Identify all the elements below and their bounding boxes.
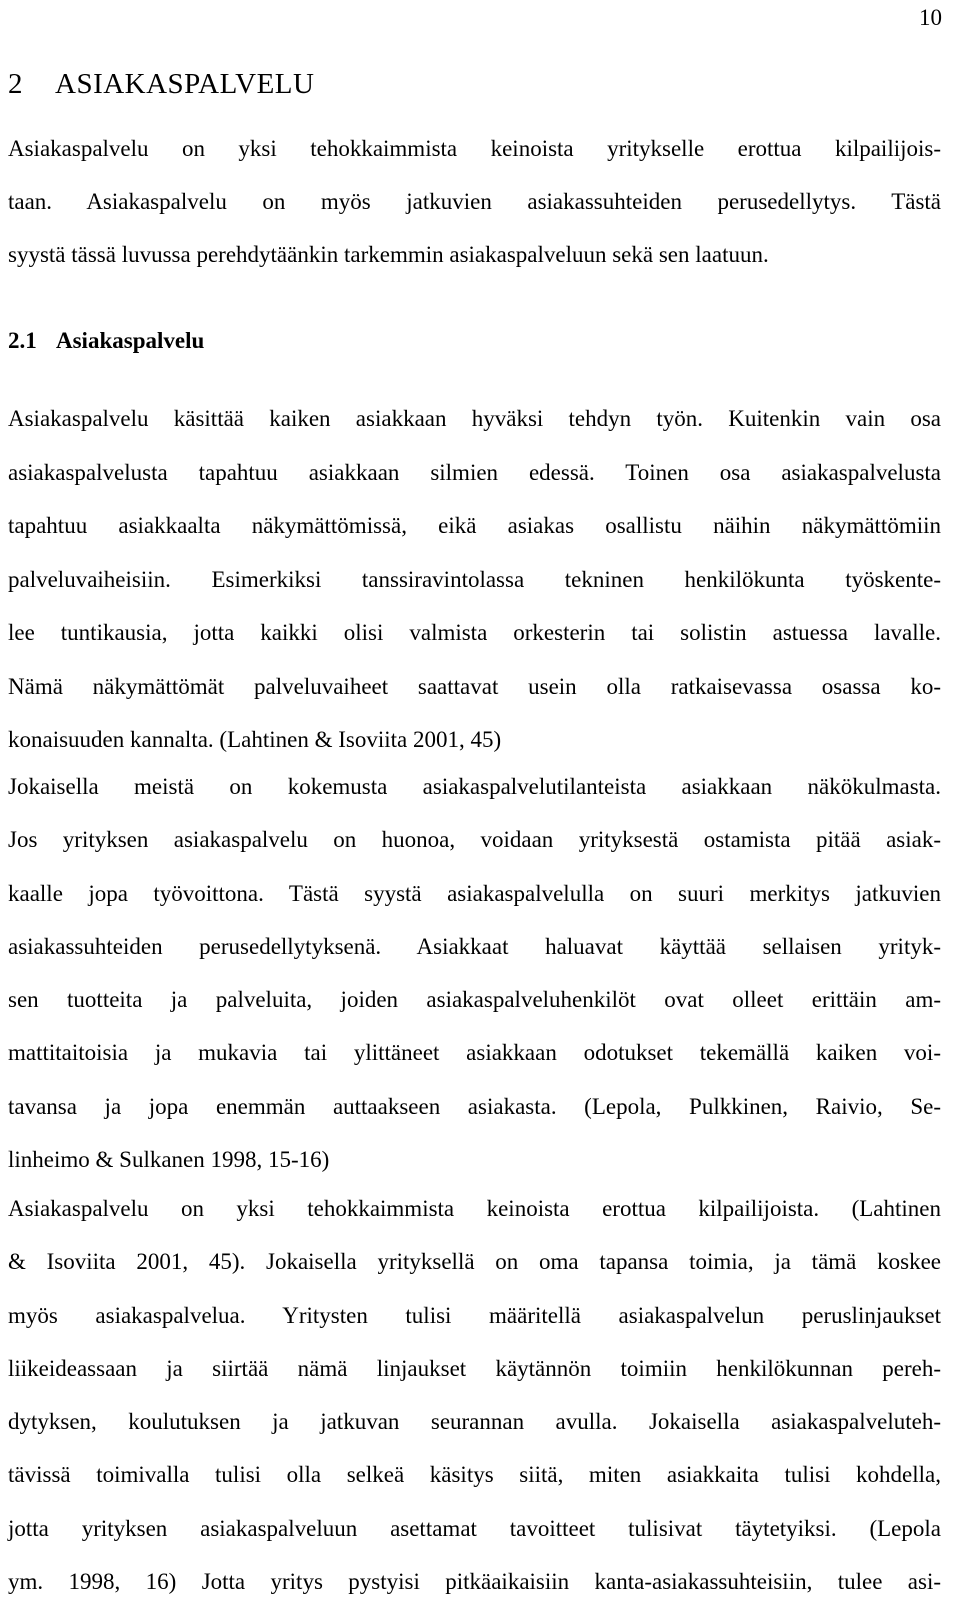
body-paragraph	[8, 1182, 941, 1608]
paragraph-line: lee tuntikausia, jotta kaikki olisi valmista orkesterin tai solistin astuessa lavalle.	[8, 620, 941, 645]
paragraph-line: myös asiakaspalvelua. Yritysten tulisi määritellä asiakaspalvelun peruslinjaukset	[8, 1302, 941, 1328]
section-heading	[8, 324, 204, 358]
section-title: Asiakaspalvelu	[56, 328, 205, 353]
paragraph-line: tavansa ja jopa enemmän auttaakseen asiakasta. (Lepola, Pulkkinen, Raivio, Se-	[8, 1093, 941, 1119]
paragraph-line: kaalle jopa työvoittona. Tästä syystä asiakaspalvelulla on suuri merkitys jatkuvien	[8, 880, 941, 906]
paragraph-line: ym. 1998, 16) Jotta yritys pystyisi pitkäaikaisiin kanta-asiakassuhteisiin, tulee asi-	[8, 1569, 941, 1595]
chapter-number: 2	[8, 68, 23, 100]
paragraph-line: Jokaisella meistä on kokemusta asiakaspalvelutilanteista asiakkaan näkökulmasta.	[8, 774, 941, 799]
chapter-heading	[8, 64, 314, 104]
paragraph-line: sen tuotteita ja palveluita, joiden asiakaspalveluhenkilöt ovat olleet erittäin am-	[8, 987, 941, 1013]
paragraph-line: Asiakaspalvelu on yksi tehokkaimmista keinoista yritykselle erottua kilpailijois-	[8, 136, 941, 161]
paragraph-line: konaisuuden kannalta. (Lahtinen & Isoviita 2001, 45)	[8, 727, 502, 752]
body-paragraph	[8, 760, 941, 1186]
paragraph-line: & Isoviita 2001, 45). Jokaisella yrityksellä on oma tapansa toimia, ja tämä koskee	[8, 1249, 941, 1275]
paragraph-line: asiakassuhteiden perusedellytyksenä. Asiakkaat haluavat käyttää sellaisen yrityk-	[8, 933, 941, 959]
paragraph-line: tapahtuu asiakkaalta näkymättömissä, eikä asiakas osallistu näihin näkymättömiin	[8, 513, 941, 538]
paragraph-line: taan. Asiakaspalvelu on myös jatkuvien asiakassuhteiden perusedellytys. Tästä	[8, 189, 941, 214]
paragraph-line: tävissä toimivalla tulisi olla selkeä käsitys siitä, miten asiakkaita tulisi kohdella,	[8, 1462, 941, 1488]
paragraph-line: Nämä näkymättömät palveluvaiheet saattavat usein olla ratkaisevassa osassa ko-	[8, 673, 941, 699]
paragraph-line: jotta yrityksen asiakaspalveluun asettamat tavoitteet tulisivat täytetyiksi. (Lepola	[8, 1515, 941, 1541]
chapter-title: ASIAKASPALVELU	[55, 68, 315, 100]
body-paragraph	[8, 392, 941, 767]
intro-paragraph	[8, 122, 941, 281]
paragraph-line: syystä tässä luvussa perehdytäänkin tarkemmin asiakaspalveluun sekä sen laatuun.	[8, 242, 769, 267]
paragraph-line: asiakaspalvelusta tapahtuu asiakkaan silmien edessä. Toinen osa asiakaspalvelusta	[8, 459, 941, 485]
section-number: 2.1	[8, 328, 37, 353]
page-number: 10	[919, 5, 942, 30]
paragraph-line: Asiakaspalvelu on yksi tehokkaimmista keinoista erottua kilpailijoista. (Lahtinen	[8, 1196, 941, 1221]
paragraph-line: dytyksen, koulutuksen ja jatkuvan seurannan avulla. Jokaisella asiakaspalveluteh-	[8, 1409, 941, 1435]
paragraph-line: linheimo & Sulkanen 1998, 15-16)	[8, 1147, 330, 1173]
paragraph-line: liikeideassaan ja siirtää nämä linjaukset käytännön toimiin henkilökunnan pereh-	[8, 1355, 941, 1381]
paragraph-line: Asiakaspalvelu käsittää kaiken asiakkaan hyväksi tehdyn työn. Kuitenkin vain osa	[8, 406, 941, 431]
paragraph-line: palveluvaiheisiin. Esimerkiksi tanssiravintolassa tekninen henkilökunta työskente-	[8, 566, 941, 592]
paragraph-line: mattitaitoisia ja mukavia tai ylittäneet asiakkaan odotukset tekemällä kaiken voi-	[8, 1040, 941, 1066]
paragraph-line: Jos yrityksen asiakaspalvelu on huonoa, voidaan yrityksestä ostamista pitää asiak-	[8, 827, 941, 853]
